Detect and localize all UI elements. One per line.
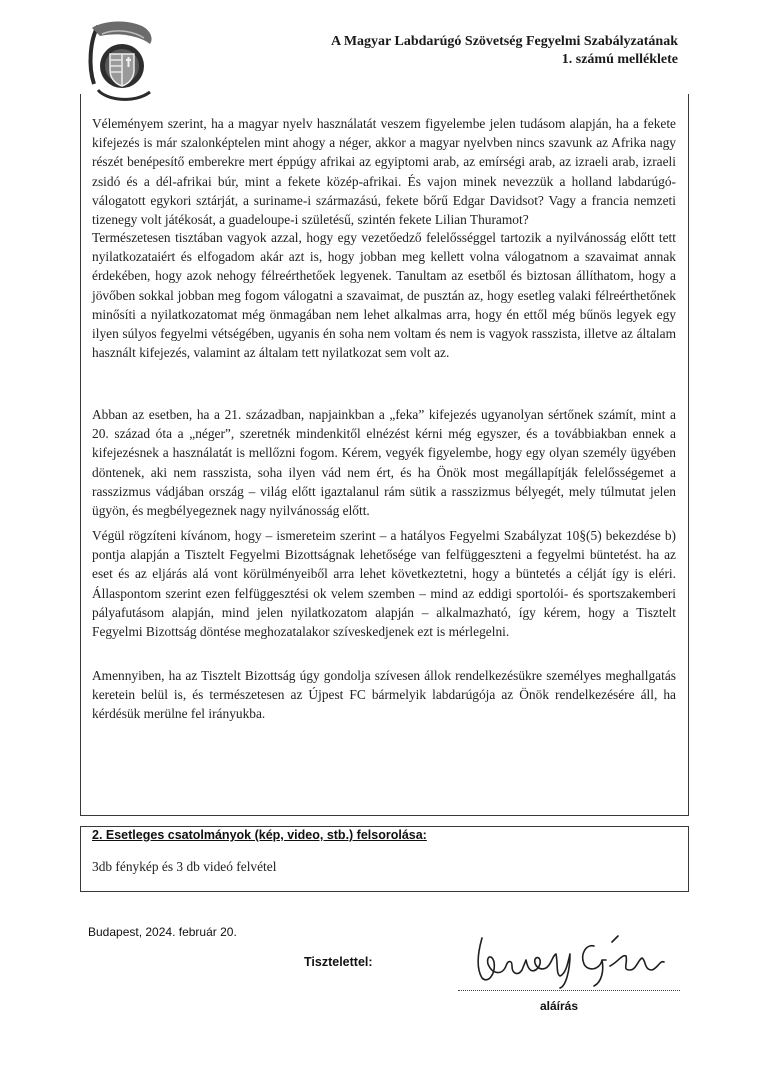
statement-paragraph-4: Végül rögzíteni kívánom, hogy – ismereteim szerint – a hatályos Fegyelmi Szabályzat 10§(5) bekezdése b) pontja alapján a Tisztelt Fegyelmi Bizottságnak lehetősége van felfüggeszteni a fegyelmi büntetést. ha az eset és az eljárás alá vont körülményeiből arra lehet következtetni, hogy a büntetés a célját így is eléri. Állaspontom szerint ezen felfüggesztési ok velem szemben – mind az eddigi sportolói- és sportszakemberi pályafutásom alapján, mind jelen nyilatkozatom alapján – alkalmazható, így kérem, hogy a Tisztelt Fegyelmi Bizottság döntése meghozatalakor szíveskedjenek ezt is mérlegelni. bbox=[92, 528, 676, 640]
statement-paragraph-1: Véleményem szerint, ha a magyar nyelv használatát veszem figyelembe jelen tudásom alapján, ha a fekete kifejezés is már szalonképtelen mint ahogy a néger, akkor a magyar nyelvben nincs szavunk az Afrika nagy részét benépesítő emberekre mert éppúgy afrikai az egyiptomi arab, az emírségi arab, az izraeli arab, izraeli zsidó és a dél-afrikai búr, mint a fekete közép-afrikai. És vajon minek nevezzük a holland labdarúgó-válogatott egykori sztárját, a suriname-i származású, fekete bőrű Edgar Davidsot? Vagy a francia nemzeti tizenegy volt játékosát, a guadeloupe-i születésű, szintén fekete Lilian Thuramot? bbox=[92, 116, 676, 228]
form-header bbox=[331, 33, 678, 69]
place-date: Budapest, 2024. február 20. bbox=[88, 925, 237, 939]
statement-paragraph-2: Természetesen tisztában vagyok azzal, hogy egy vezetőedző felelősséggel tartozik a nyilvánosság előtt tett nyilatkozataiért és elfogadom akár azt is, hogy jobban meg kellett volna válogatnom a szavaimat annak érdekében, hogy azok nehogy félreérthetőek legyenek. Tanultam az esetből és biztosan állíthatom, hogy a jövőben sokkal jobban meg fogom válogatni a szavaimat, de pusztán az, hogy esetleg valaki félreérthetőnek minősíti a nyilatkozatomat még önmagában nem lehet alkalmas arra, hogy én ettől még bűnös legyek egy ilyen súlyos fegyelmi vétségében, ugyanis én soha nem voltam és nem is vagyok rasszista, illetve az általam használt kifejezés, valamint az általam tett nyilatkozat sem volt az. bbox=[92, 230, 676, 361]
handwritten-signature bbox=[452, 930, 692, 990]
statement-paragraph-3: Abban az esetben, ha a 21. században, napjainkban a „feka” kifejezés ugyanolyan sértőnek számít, mint a 20. század óta a „néger”, szeretnék mindenkitől elnézést kérni még egyszer, és a továbbiakban ennek a kifejezésnek a használatát is mellőzni fogom. Kérem, vegyék figyelembe, hogy egy olyan személy ügyében döntenek, aki nem rasszista, soha ilyen vád nem ért, és ha Önök most megállapítják felelősségemet a rasszizmus vádjában ország – világ előtt igaztalanul rám sütik a rasszizmus bélyegét, mely túlmutat jelen ügyön, és megbélyegeznek nagy nyilvánosság előtt. bbox=[92, 407, 676, 519]
signature-label: aláírás bbox=[540, 999, 579, 1013]
mlsz-crest-icon bbox=[84, 20, 158, 104]
attachments-value: 3db fénykép és 3 db videó felvétel bbox=[92, 859, 277, 874]
greeting: Tisztelettel: bbox=[304, 955, 373, 969]
header-title: A Magyar Labdarúgó Szövetség Fegyelmi Szabályzatának bbox=[330, 34, 678, 49]
attachments-title: 2. Esetleges csatolmányok (kép, video, stb.) felsorolása: bbox=[92, 828, 427, 842]
signature-line bbox=[458, 990, 680, 991]
statement-paragraph-5: Amennyiben, ha az Tisztelt Bizottság úgy gondolja szívesen állok rendelkezésükre személyes meghallgatás keretein belül is, és természetesen az Újpest FC bármelyik labdarúgója az Önök rendelkezésére áll, ha kérdésük merülne fel irányukba. bbox=[92, 668, 676, 722]
header-subtitle: 1. számú melléklete bbox=[561, 52, 678, 67]
